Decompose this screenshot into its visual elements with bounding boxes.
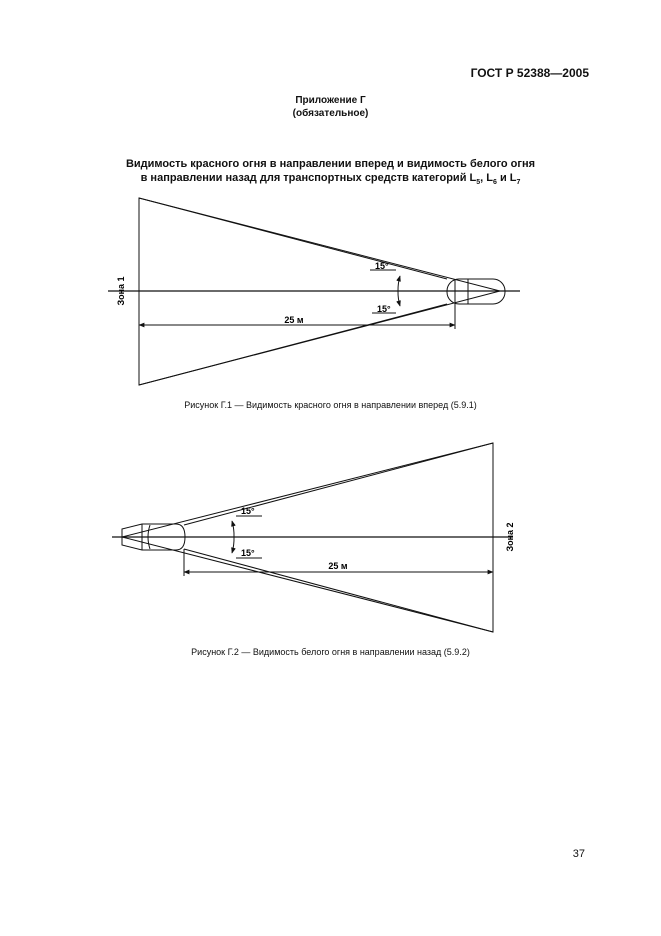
category-sub-2: 6 <box>492 179 497 187</box>
inner-ray-top <box>184 443 493 525</box>
heading-sep-2: и L <box>496 172 517 184</box>
angle-label-top: 15° <box>375 261 389 271</box>
figure-1-caption: Рисунок Г.1 — Видимость красного огня в направлении вперед (5.9.1) <box>184 400 477 410</box>
heading-sep-1: , L <box>480 172 493 184</box>
distance-label: 25 м <box>328 561 348 571</box>
heading-line-1: Видимость красного огня в направлении вперед и видимость белого огня <box>125 158 536 170</box>
annex-title: Приложение Г <box>295 95 366 106</box>
zone-2-label: Зона 2 <box>505 522 515 552</box>
angle-label-bottom: 15° <box>241 548 255 558</box>
page-number: 37 <box>572 848 585 860</box>
category-sub-3: 7 <box>516 179 521 187</box>
zone-1-label: Зона 1 <box>116 276 126 306</box>
heading-line-2-text: в направлении назад для транспортных средств категорий L <box>140 172 477 184</box>
distance-label: 25 м <box>284 315 304 325</box>
angle-label-top: 15° <box>241 506 255 516</box>
figure-2-caption: Рисунок Г.2 — Видимость белого огня в направлении назад (5.9.2) <box>191 647 470 657</box>
annex-status: (обязательное) <box>292 108 369 119</box>
category-sub-1: 5 <box>476 179 481 187</box>
standard-number: ГОСТ Р 52388—2005 <box>470 66 589 80</box>
angle-arc-top <box>232 521 234 537</box>
angle-arc-bottom <box>232 537 234 553</box>
angle-label-bottom: 15° <box>377 304 391 314</box>
